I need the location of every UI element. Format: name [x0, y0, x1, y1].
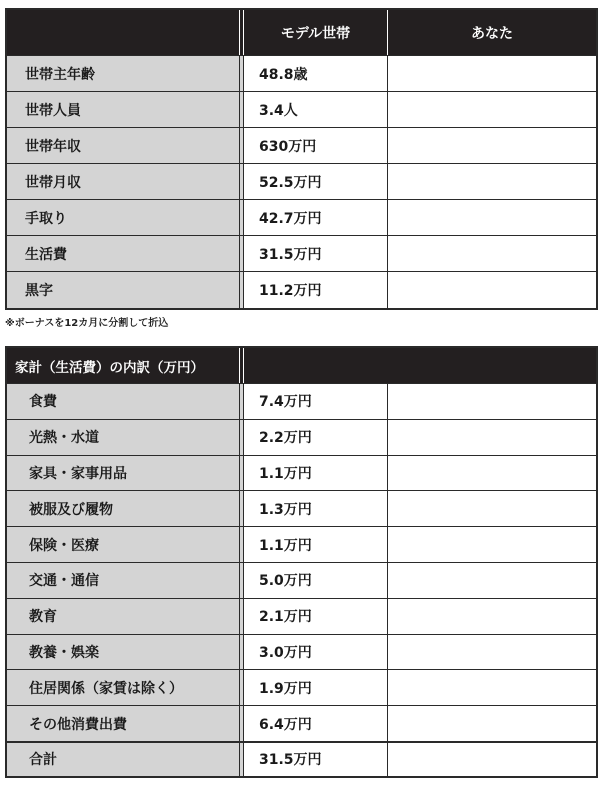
- table-row: [7, 563, 596, 599]
- row-your-value-cell[interactable]: [388, 384, 596, 419]
- table-row: [7, 491, 596, 527]
- row-label: 住居関係（家賃は除く）: [7, 670, 244, 705]
- row-value: 48.8歳: [244, 56, 388, 91]
- row-value: 2.1万円: [244, 599, 388, 634]
- table-row: [7, 272, 596, 308]
- header-blank-cell: [388, 348, 596, 383]
- row-value: 5.0万円: [244, 563, 388, 598]
- row-value: 7.4万円: [244, 384, 388, 419]
- row-value: 52.5万円: [244, 164, 388, 199]
- footnote: ※ボーナスを12カ月に分割して折込: [5, 318, 169, 329]
- header-model-household: モデル世帯: [244, 10, 388, 55]
- row-your-value-cell[interactable]: [388, 56, 596, 91]
- row-label: 生活費: [7, 236, 244, 271]
- table-row: [7, 670, 596, 706]
- row-your-value-cell[interactable]: [388, 491, 596, 526]
- row-label: 光熱・水道: [7, 420, 244, 455]
- row-your-value-cell[interactable]: [388, 527, 596, 562]
- total-value: 31.5万円: [244, 743, 388, 776]
- row-value: 1.1万円: [244, 456, 388, 491]
- row-your-value-cell[interactable]: [388, 272, 596, 308]
- total-row: [7, 742, 596, 776]
- row-value: 630万円: [244, 128, 388, 163]
- household-profile-table: [5, 8, 598, 310]
- row-label: 世帯人員: [7, 92, 244, 127]
- row-label: 手取り: [7, 200, 244, 235]
- table-row: [7, 128, 596, 164]
- row-label: 交通・通信: [7, 563, 244, 598]
- row-value: 2.2万円: [244, 420, 388, 455]
- row-your-value-cell[interactable]: [388, 635, 596, 670]
- table-row: [7, 164, 596, 200]
- total-your-value-cell[interactable]: [388, 743, 596, 776]
- row-your-value-cell[interactable]: [388, 164, 596, 199]
- table-row: [7, 92, 596, 128]
- header-blank-cell: [244, 348, 388, 383]
- row-label: 世帯月収: [7, 164, 244, 199]
- row-your-value-cell[interactable]: [388, 236, 596, 271]
- row-your-value-cell[interactable]: [388, 599, 596, 634]
- expense-breakdown-table: [5, 346, 598, 778]
- total-label: 合計: [7, 743, 244, 776]
- row-label: 教育: [7, 599, 244, 634]
- row-value: 11.2万円: [244, 272, 388, 308]
- row-label: その他消費出費: [7, 706, 244, 741]
- row-your-value-cell[interactable]: [388, 200, 596, 235]
- table-row: [7, 56, 596, 92]
- table-row: [7, 200, 596, 236]
- table-row: [7, 706, 596, 742]
- row-label: 食費: [7, 384, 244, 419]
- table-row: [7, 384, 596, 420]
- table-row: [7, 420, 596, 456]
- row-value: 1.1万円: [244, 527, 388, 562]
- table-row: [7, 599, 596, 635]
- row-your-value-cell[interactable]: [388, 92, 596, 127]
- table-row: [7, 456, 596, 492]
- header-blank-cell: [7, 10, 244, 55]
- table-row: [7, 236, 596, 272]
- row-label: 家具・家事用品: [7, 456, 244, 491]
- row-value: 3.4人: [244, 92, 388, 127]
- table-row: [7, 635, 596, 671]
- row-label: 教養・娯楽: [7, 635, 244, 670]
- row-label: 世帯主年齢: [7, 56, 244, 91]
- table-header-row: [7, 348, 596, 384]
- row-label: 保険・医療: [7, 527, 244, 562]
- row-value: 42.7万円: [244, 200, 388, 235]
- header-you: あなた: [471, 25, 513, 42]
- row-your-value-cell[interactable]: [388, 670, 596, 705]
- row-your-value-cell[interactable]: [388, 706, 596, 741]
- row-value: 31.5万円: [244, 236, 388, 271]
- table-header-row: [7, 10, 596, 56]
- row-your-value-cell[interactable]: [388, 128, 596, 163]
- header-breakdown-title: 家計（生活費）の内訳（万円）: [7, 348, 244, 383]
- row-value: 6.4万円: [244, 706, 388, 741]
- row-your-value-cell[interactable]: [388, 563, 596, 598]
- row-value: 1.3万円: [244, 491, 388, 526]
- row-label: 世帯年収: [7, 128, 244, 163]
- row-your-value-cell[interactable]: [388, 420, 596, 455]
- row-value: 1.9万円: [244, 670, 388, 705]
- row-label: 黒字: [7, 272, 244, 308]
- table-row: [7, 527, 596, 563]
- row-value: 3.0万円: [244, 635, 388, 670]
- row-label: 被服及び履物: [7, 491, 244, 526]
- row-your-value-cell[interactable]: [388, 456, 596, 491]
